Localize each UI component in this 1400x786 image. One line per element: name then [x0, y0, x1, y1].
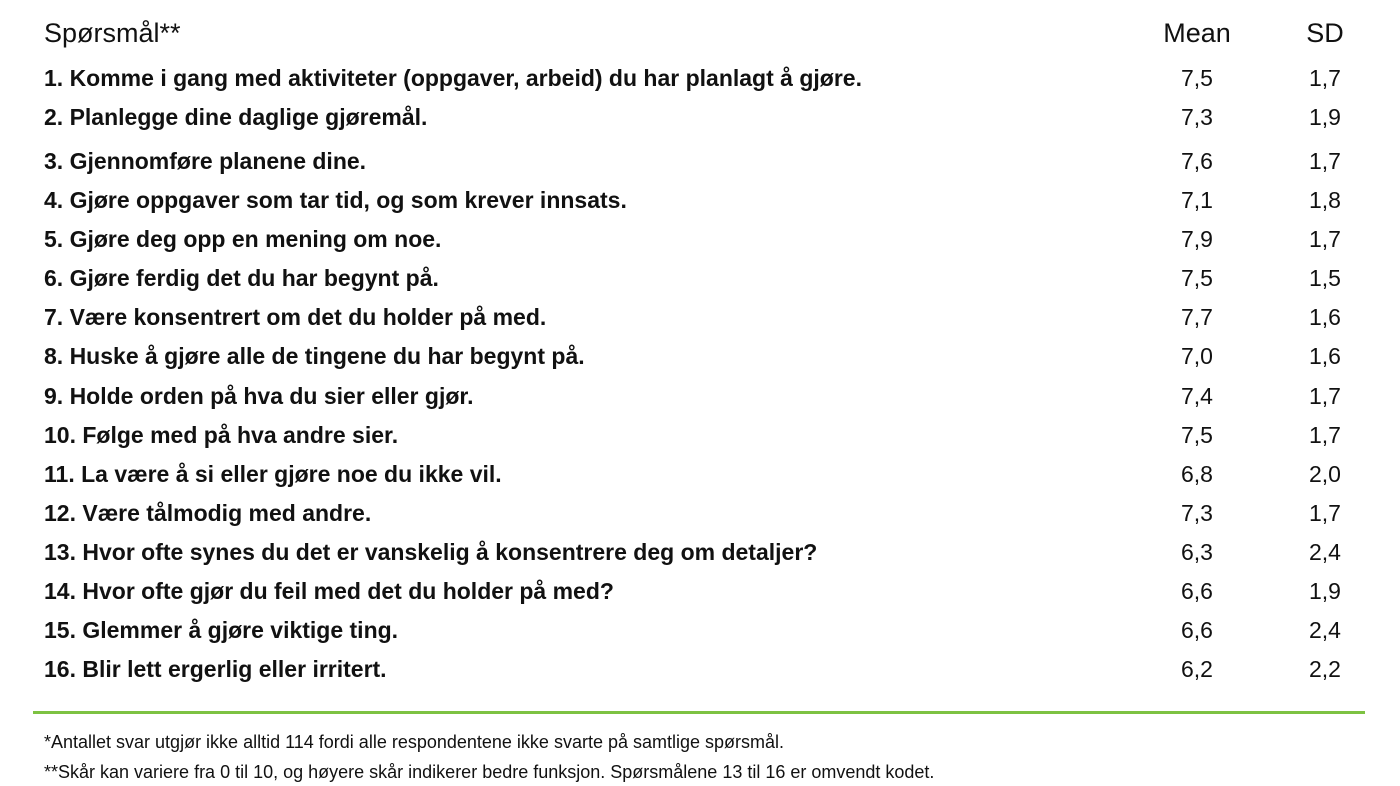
- question-text: 5. Gjøre deg opp en mening om noe.: [44, 226, 442, 252]
- table-row: [44, 534, 1364, 570]
- table-row: [44, 99, 1364, 135]
- mean-value: 7,3: [1181, 104, 1213, 130]
- question-text: 3. Gjennomføre planene dine.: [44, 148, 367, 174]
- question-text: 2. Planlegge dine daglige gjøremål.: [44, 104, 428, 130]
- sd-value: 2,0: [1309, 461, 1341, 487]
- footnote-respondents: *Antallet svar utgjør ikke alltid 114 fordi alle respondentene ikke svarte på samtlige spørsmål.: [44, 732, 785, 752]
- question-text: 13. Hvor ofte synes du det er vanskelig å konsentrere deg om detaljer?: [44, 539, 818, 565]
- table-row: [44, 495, 1364, 531]
- table-row: [44, 143, 1364, 179]
- table-row: [44, 651, 1364, 687]
- sd-value: 1,7: [1309, 383, 1341, 409]
- sd-value: 1,7: [1309, 500, 1341, 526]
- question-text: 6. Gjøre ferdig det du har begynt på.: [44, 265, 439, 291]
- table-row: [44, 182, 1364, 218]
- table-row: [44, 221, 1364, 257]
- sd-value: 1,9: [1309, 104, 1341, 130]
- question-text: 4. Gjøre oppgaver som tar tid, og som krever innsats.: [44, 187, 627, 213]
- mean-value: 7,1: [1181, 187, 1213, 213]
- table-row: [44, 299, 1364, 335]
- sd-value: 2,4: [1309, 617, 1341, 643]
- question-text: 12. Være tålmodig med andre.: [44, 500, 372, 526]
- sd-column-header: SD: [1306, 18, 1344, 48]
- mean-value: 7,7: [1181, 304, 1213, 330]
- mean-value: 6,2: [1181, 656, 1213, 682]
- mean-value: 7,4: [1181, 383, 1213, 409]
- question-text: 9. Holde orden på hva du sier eller gjør.: [44, 383, 474, 409]
- sd-value: 1,5: [1309, 265, 1341, 291]
- sd-value: 1,9: [1309, 578, 1341, 604]
- mean-value: 7,3: [1181, 500, 1213, 526]
- question-text: 11. La være å si eller gjøre noe du ikke vil.: [44, 461, 502, 487]
- question-text: 16. Blir lett ergerlig eller irritert.: [44, 656, 387, 682]
- sd-value: 1,6: [1309, 343, 1341, 369]
- mean-value: 7,9: [1181, 226, 1213, 252]
- question-text: 8. Huske å gjøre alle de tingene du har begynt på.: [44, 343, 585, 369]
- mean-value: 7,0: [1181, 343, 1213, 369]
- sd-value: 1,7: [1309, 422, 1341, 448]
- mean-value: 7,5: [1181, 422, 1213, 448]
- question-text: 1. Komme i gang med aktiviteter (oppgaver, arbeid) du har planlagt å gjøre.: [44, 65, 862, 91]
- mean-value: 6,3: [1181, 539, 1213, 565]
- sd-value: 1,8: [1309, 187, 1341, 213]
- question-text: 15. Glemmer å gjøre viktige ting.: [44, 617, 399, 643]
- table-row: [44, 573, 1364, 609]
- mean-column-header: Mean: [1163, 18, 1231, 48]
- mean-value: 7,6: [1181, 148, 1213, 174]
- table-row: [44, 60, 1364, 96]
- table-row: [44, 417, 1364, 453]
- question-text: 14. Hvor ofte gjør du feil med det du holder på med?: [44, 578, 614, 604]
- sd-value: 1,7: [1309, 65, 1341, 91]
- mean-value: 6,6: [1181, 617, 1213, 643]
- mean-value: 6,8: [1181, 461, 1213, 487]
- table-row: [44, 378, 1364, 414]
- table-row: [44, 260, 1364, 296]
- table-row: [44, 456, 1364, 492]
- table-bottom-rule: [33, 711, 1365, 714]
- sd-value: 1,7: [1309, 226, 1341, 252]
- mean-value: 7,5: [1181, 65, 1213, 91]
- table-header: [44, 18, 1400, 58]
- question-text: 10. Følge med på hva andre sier.: [44, 422, 399, 448]
- sd-value: 1,6: [1309, 304, 1341, 330]
- question-column-header: Spørsmål**: [44, 18, 181, 48]
- question-text: 7. Være konsentrert om det du holder på med.: [44, 304, 547, 330]
- sd-value: 2,4: [1309, 539, 1341, 565]
- sd-value: 2,2: [1309, 656, 1341, 682]
- table-row: [44, 612, 1364, 648]
- table-row: [44, 338, 1364, 374]
- mean-value: 7,5: [1181, 265, 1213, 291]
- mean-value: 6,6: [1181, 578, 1213, 604]
- footnote-scoring: **Skår kan variere fra 0 til 10, og høyere skår indikerer bedre funksjon. Spørsmålene 13 til 16 er omvendt kodet.: [44, 762, 935, 782]
- sd-value: 1,7: [1309, 148, 1341, 174]
